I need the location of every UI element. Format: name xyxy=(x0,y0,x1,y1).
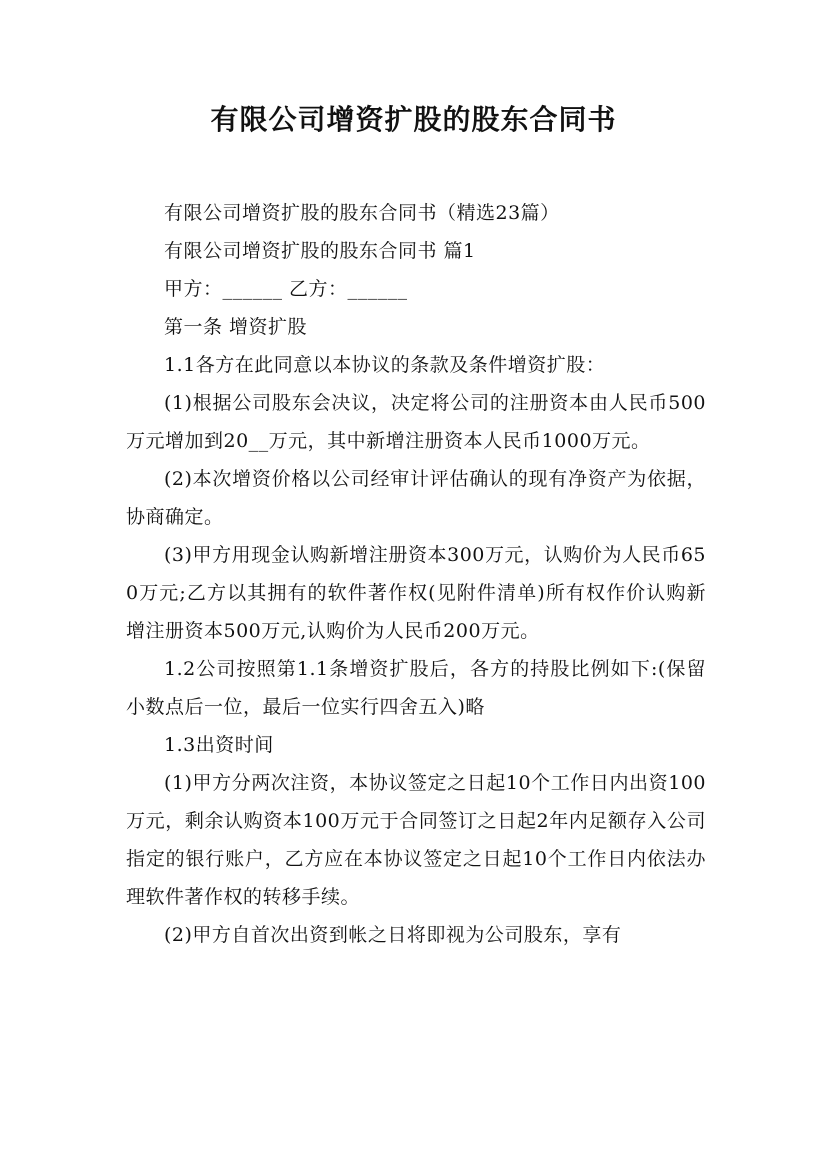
paragraph-item-1-3-1: (1)甲方分两次注资，本协议签定之日起10个工作日内出资100万元，剩余认购资本100万元于合同签订之日起2年内足额存入公司指定的银行账户，乙方应在本协议签定之日起10个工作日内依法办理软件著作权的转移手续。 xyxy=(126,772,706,908)
paragraph-clause-1-1: 1.1各方在此同意以本协议的条款及条件增资扩股： xyxy=(164,354,606,376)
paragraph-item-2: (2)本次增资价格以公司经审计评估确认的现有净资产为依据，协商确定。 xyxy=(126,468,706,528)
paragraph-item-1-3-2: (2)甲方自首次出资到帐之日将即视为公司股东，享有 xyxy=(164,924,622,946)
paragraph-item-1: (1)根据公司股东会决议，决定将公司的注册资本由人民币500万元增加到20__万元，其中新增注册资本人民币1000万元。 xyxy=(126,392,706,452)
document-title: 有限公司增资扩股的股东合同书 xyxy=(210,103,617,136)
paragraph-subtitle: 有限公司增资扩股的股东合同书（精选23篇） xyxy=(164,202,560,224)
document-body xyxy=(126,194,706,954)
paragraph-clause-1-2: 1.2公司按照第1.1条增资扩股后，各方的持股比例如下:(保留小数点后一位，最后一位实行四舍五入)略 xyxy=(126,658,706,718)
paragraph-item-3: (3)甲方用现金认购新增注册资本300万元，认购价为人民币650万元;乙方以其拥有的软件著作权(见附件清单)所有权作价认购新增注册资本500万元,认购价为人民币200万元。 xyxy=(126,544,706,642)
paragraph-parties: 甲方：______ 乙方：______ xyxy=(164,278,408,300)
paragraph-section-heading: 第一条 增资扩股 xyxy=(164,316,308,338)
paragraph-clause-1-3: 1.3出资时间 xyxy=(164,734,274,756)
paragraph-article-heading: 有限公司增资扩股的股东合同书 篇1 xyxy=(164,240,476,262)
